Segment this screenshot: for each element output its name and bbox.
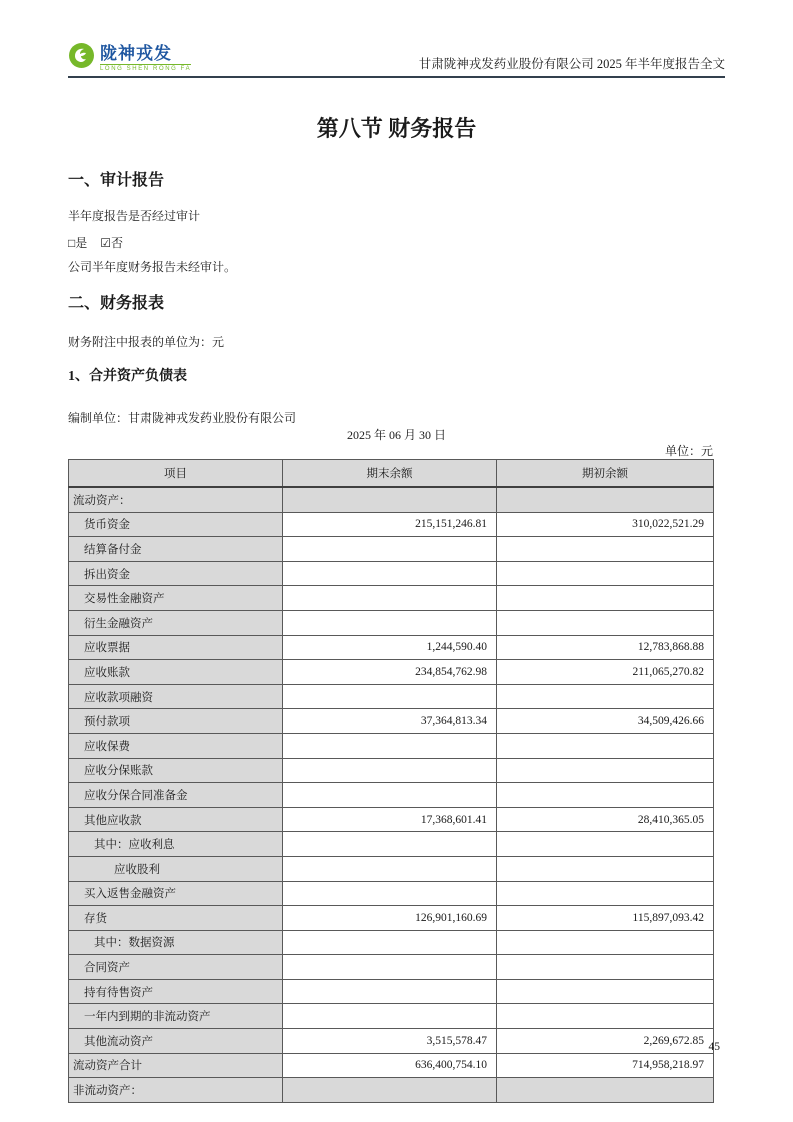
item-cell: 其中：数据资源 xyxy=(69,930,283,955)
ending-balance-cell xyxy=(283,733,497,758)
ending-balance-cell xyxy=(283,955,497,980)
item-cell: 流动资产： xyxy=(69,487,283,512)
statements-heading: 二、财务报表 xyxy=(68,295,165,312)
ending-balance-cell: 234,854,762.98 xyxy=(283,660,497,685)
ending-balance-cell xyxy=(283,783,497,808)
item-cell: 拆出资金 xyxy=(69,561,283,586)
table-row xyxy=(69,979,714,1004)
col-header-beginning-balance: 期初余额 xyxy=(497,460,714,488)
beginning-balance-cell xyxy=(497,610,714,635)
ending-balance-cell xyxy=(283,758,497,783)
ending-balance-cell xyxy=(283,487,497,512)
audit-note: 公司半年度财务报告未经审计。 xyxy=(68,260,237,274)
item-cell: 应收分保账款 xyxy=(69,758,283,783)
balance-sheet-table xyxy=(68,459,714,1103)
item-cell: 一年内到期的非流动资产 xyxy=(69,1004,283,1029)
ending-balance-cell: 126,901,160.69 xyxy=(283,906,497,931)
beginning-balance-cell xyxy=(497,487,714,512)
prepared-by: 编制单位：甘肃陇神戎发药业股份有限公司 xyxy=(68,411,297,425)
unit-label: 单位：元 xyxy=(664,444,713,458)
beginning-balance-cell xyxy=(497,930,714,955)
table-row xyxy=(69,684,714,709)
audit-options xyxy=(68,235,725,251)
ending-balance-cell xyxy=(283,1078,497,1103)
table-row xyxy=(69,758,714,783)
table-row xyxy=(69,660,714,685)
beginning-balance-cell xyxy=(497,783,714,808)
item-cell: 应收分保合同准备金 xyxy=(69,783,283,808)
ending-balance-cell xyxy=(283,537,497,562)
item-cell: 其他流动资产 xyxy=(69,1029,283,1054)
ending-balance-cell xyxy=(283,930,497,955)
item-cell: 结算备付金 xyxy=(69,537,283,562)
beginning-balance-cell xyxy=(497,856,714,881)
item-cell: 持有待售资产 xyxy=(69,979,283,1004)
col-header-item: 项目 xyxy=(69,460,283,488)
ending-balance-cell xyxy=(283,561,497,586)
header-divider xyxy=(68,76,725,78)
table-row xyxy=(69,733,714,758)
item-cell: 衍生金融资产 xyxy=(69,610,283,635)
beginning-balance-cell xyxy=(497,955,714,980)
table-row xyxy=(69,512,714,537)
beginning-balance-cell: 28,410,365.05 xyxy=(497,807,714,832)
item-cell: 应收款项融资 xyxy=(69,684,283,709)
company-logo xyxy=(68,42,191,74)
item-cell: 预付款项 xyxy=(69,709,283,734)
ending-balance-cell: 37,364,813.34 xyxy=(283,709,497,734)
beginning-balance-cell xyxy=(497,979,714,1004)
ending-balance-cell xyxy=(283,610,497,635)
ending-balance-cell xyxy=(283,1004,497,1029)
logo-name-en: LONG SHEN RONG FA xyxy=(100,65,192,72)
subsection-heading: 1、合并资产负债表 xyxy=(68,369,187,384)
beginning-balance-cell xyxy=(497,1004,714,1029)
table-row xyxy=(69,487,714,512)
ending-balance-cell: 3,515,578.47 xyxy=(283,1029,497,1054)
checkbox-no: ☑否 xyxy=(100,236,124,250)
logo-text xyxy=(100,45,191,72)
beginning-balance-cell xyxy=(497,561,714,586)
ending-balance-cell xyxy=(283,881,497,906)
ending-balance-cell xyxy=(283,684,497,709)
ending-balance-cell xyxy=(283,832,497,857)
item-cell: 应收保费 xyxy=(69,733,283,758)
table-row xyxy=(69,856,714,881)
item-cell: 非流动资产： xyxy=(69,1078,283,1103)
table-header-row xyxy=(69,460,714,488)
table-row xyxy=(69,709,714,734)
item-cell: 应收票据 xyxy=(69,635,283,660)
table-row xyxy=(69,1053,714,1078)
table-body xyxy=(69,487,714,1102)
beginning-balance-cell xyxy=(497,1078,714,1103)
item-cell: 应收股利 xyxy=(69,856,283,881)
checkbox-yes: □是 xyxy=(68,236,88,250)
item-cell: 合同资产 xyxy=(69,955,283,980)
unit-note: 财务附注中报表的单位为：元 xyxy=(68,335,225,349)
page-header xyxy=(68,44,725,74)
ending-balance-cell: 636,400,754.10 xyxy=(283,1053,497,1078)
beginning-balance-cell: 714,958,218.97 xyxy=(497,1053,714,1078)
table-row xyxy=(69,930,714,955)
col-header-ending-balance: 期末余额 xyxy=(283,460,497,488)
table-row xyxy=(69,635,714,660)
ending-balance-cell xyxy=(283,979,497,1004)
ending-balance-cell xyxy=(283,856,497,881)
ending-balance-cell: 1,244,590.40 xyxy=(283,635,497,660)
beginning-balance-cell xyxy=(497,832,714,857)
beginning-balance-cell: 211,065,270.82 xyxy=(497,660,714,685)
item-cell: 买入返售金融资产 xyxy=(69,881,283,906)
table-row xyxy=(69,881,714,906)
beginning-balance-cell: 34,509,426.66 xyxy=(497,709,714,734)
statement-date: 2025 年 06 月 30 日 xyxy=(346,428,446,442)
item-cell: 交易性金融资产 xyxy=(69,586,283,611)
table-row xyxy=(69,832,714,857)
table-row xyxy=(69,561,714,586)
item-cell: 存货 xyxy=(69,906,283,931)
item-cell: 应收账款 xyxy=(69,660,283,685)
audit-question: 半年度报告是否经过审计 xyxy=(68,209,201,223)
beginning-balance-cell: 115,897,093.42 xyxy=(497,906,714,931)
document-title: 甘肃陇神戎发药业股份有限公司 2025 年半年度报告全文 xyxy=(418,57,725,71)
beginning-balance-cell xyxy=(497,881,714,906)
item-cell: 流动资产合计 xyxy=(69,1053,283,1078)
table-row xyxy=(69,807,714,832)
table-row xyxy=(69,537,714,562)
table-row xyxy=(69,906,714,931)
ending-balance-cell: 215,151,246.81 xyxy=(283,512,497,537)
table-row xyxy=(69,1004,714,1029)
beginning-balance-cell xyxy=(497,586,714,611)
page-number: 45 xyxy=(708,1041,720,1053)
item-cell: 其中：应收利息 xyxy=(69,832,283,857)
table-row xyxy=(69,783,714,808)
beginning-balance-cell xyxy=(497,537,714,562)
ending-balance-cell: 17,368,601.41 xyxy=(283,807,497,832)
item-cell: 其他应收款 xyxy=(69,807,283,832)
beginning-balance-cell: 310,022,521.29 xyxy=(497,512,714,537)
logo-name-cn: 陇神戎发 xyxy=(100,43,172,63)
beginning-balance-cell: 2,269,672.85 xyxy=(497,1029,714,1054)
table-row xyxy=(69,1029,714,1054)
beginning-balance-cell xyxy=(497,758,714,783)
table-row xyxy=(69,586,714,611)
beginning-balance-cell xyxy=(497,733,714,758)
table-row xyxy=(69,955,714,980)
section-title: 第八节 财务报告 xyxy=(316,116,477,141)
beginning-balance-cell: 12,783,868.88 xyxy=(497,635,714,660)
ending-balance-cell xyxy=(283,586,497,611)
beginning-balance-cell xyxy=(497,684,714,709)
audit-heading: 一、审计报告 xyxy=(68,172,165,189)
table-row xyxy=(69,1078,714,1103)
table-row xyxy=(69,610,714,635)
item-cell: 货币资金 xyxy=(69,512,283,537)
logo-icon xyxy=(68,42,95,74)
